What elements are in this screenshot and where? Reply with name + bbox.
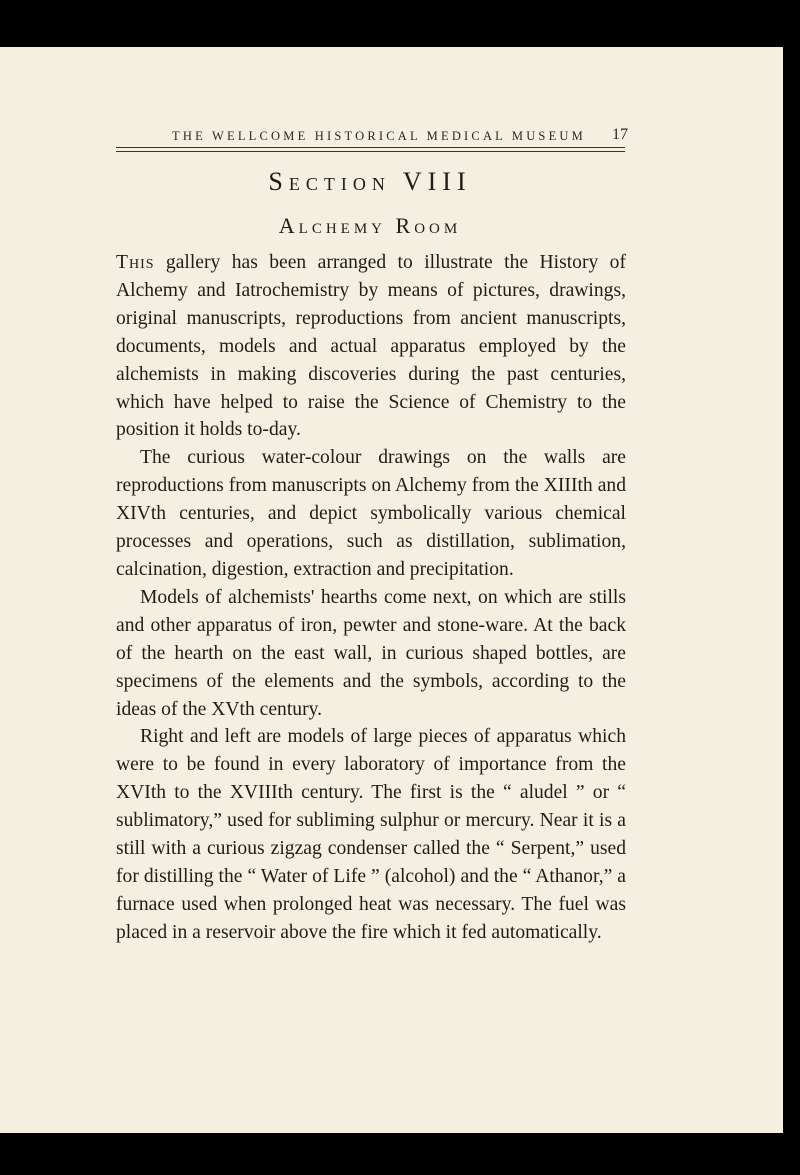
section-title: Section VIII (268, 167, 472, 196)
room-title: Alchemy Room (278, 213, 462, 238)
body-text (116, 249, 626, 947)
header-rule-top (116, 147, 625, 148)
paragraph-4: Right and left are models of large pieces of apparatus which were to be found in every laboratory of importance from the XVIth to the XVIIIth century. The first is the “ aludel ” or “ sublimatory,” used for subliming sulphur or mercury. Near it is a still with a curious zigzag condenser called the “ Serpent,” used for distilling the “ Water of Life ” (alcohol) and the “ Athanor,” a furnace used when prolonged heat was necessary. The fuel was placed in a reservoir above the fire which it fed automatically. (116, 726, 626, 943)
paragraph-lead-word: This (116, 252, 155, 273)
paragraph-2: The curious water-colour drawings on the walls are reproductions from manuscripts on Alchemy from the XIIIth and XIVth centuries, and depict symbolically various chemical processes and operations, such as distillation, sublimation, calcination, digestion, extraction and precipitation. (116, 447, 626, 580)
page-number: 17 (612, 126, 628, 143)
paragraph-1-text: gallery has been arranged to illustrate the History of Alchemy and Iatrochemistry by means of pictures, drawings, original manuscripts, reproductions from ancient manuscripts, documents, models and actual apparatus employed by the alchemists in making discoveries during the past centuries, which have helped to raise the Science of Chemistry to the position it holds to-day. (116, 252, 626, 441)
running-header: THE WELLCOME HISTORICAL MEDICAL MUSEUM (172, 129, 586, 143)
paragraph-1 (116, 249, 626, 444)
document-page (0, 47, 783, 1133)
paragraph-3: Models of alchemists' hearths come next, on which are stills and other apparatus of iron, pewter and stone-ware. At the back of the hearth on the east wall, in curious shaped bottles, are specimens of the elements and the symbols, according to the ideas of the XVth century. (116, 586, 626, 720)
header-rule-bottom (116, 151, 625, 152)
